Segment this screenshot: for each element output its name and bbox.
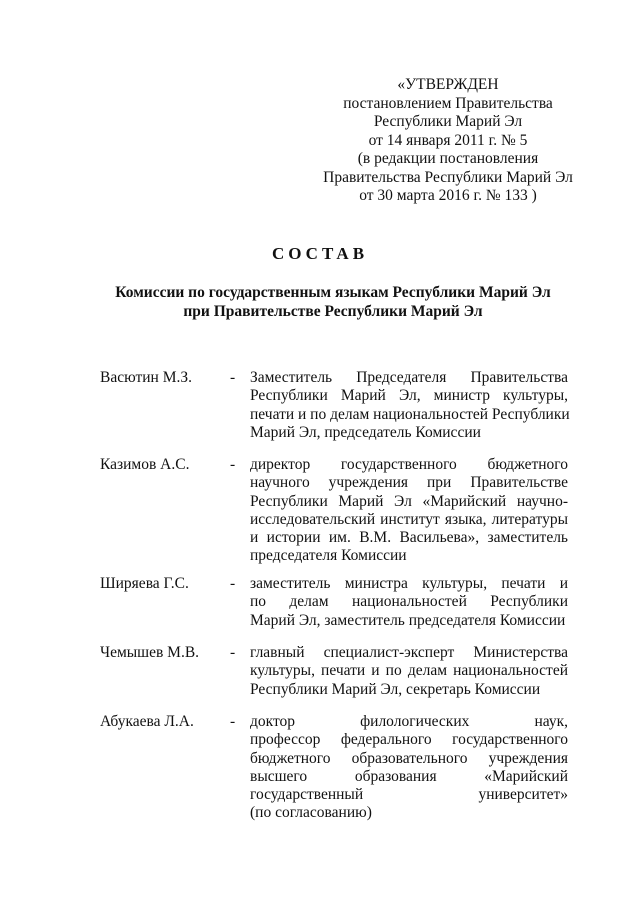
member-dash: - — [230, 713, 236, 730]
approval-line: Республики Марий Эл — [373, 113, 523, 130]
member-role-line: (по согласованию) — [250, 804, 372, 822]
member-role-line: Республики Марий Эл «Марийский научно- — [250, 492, 568, 510]
member-name: Казимов А.С. — [100, 456, 190, 473]
member-role-line: профессор федерального государственного — [250, 731, 568, 749]
member-role — [250, 575, 568, 630]
member-dash: - — [230, 456, 236, 473]
subtitle-line: Комиссии по государственным языкам Республики Марий Эл — [115, 284, 551, 301]
member-role-line: высшего образования «Марийский — [250, 767, 568, 785]
approval-line: постановлением Правительства — [343, 94, 553, 112]
member-role-line: государственный университет» — [250, 786, 568, 804]
member-name: Васютин М.З. — [100, 369, 193, 386]
member-role — [250, 369, 568, 442]
member-name: Абукаева Л.А. — [100, 713, 194, 730]
member-role-line: и истории им. В.М. Васильева», заместитель — [250, 529, 568, 547]
member-role-line: бюджетного образовательного учреждения — [250, 749, 568, 767]
member-role — [250, 713, 568, 823]
member-role-line: Республики Марий Эл, министр культуры, — [250, 387, 568, 405]
member-role-line: исследовательский институт языка, литературы — [250, 510, 568, 528]
member-role — [250, 456, 568, 566]
member-role-line: научного учреждения при Правительстве — [250, 474, 568, 492]
member-role-line: директор государственного бюджетного — [250, 456, 568, 473]
member-name: Чемышев М.В. — [100, 644, 200, 661]
member-role-line: заместитель министра культуры, печати и — [250, 575, 568, 592]
member-dash: - — [230, 575, 236, 592]
member-role-line: культуры, печати и по делам национальностей — [250, 662, 568, 680]
member-name: Ширяева Г.С. — [100, 575, 189, 592]
approval-line: «УТВЕРЖДЕН — [397, 76, 499, 93]
member-dash: - — [230, 644, 236, 661]
member-dash: - — [230, 369, 236, 386]
approval-line: от 30 марта 2016 г. № 133 ) — [359, 187, 537, 204]
member-role — [250, 644, 568, 699]
member-role-line: главный специалист-эксперт Министерства — [250, 644, 568, 661]
member-role-line: по делам национальностей Республики — [250, 593, 568, 611]
approval-line: Правительства Республики Марий Эл — [323, 168, 573, 186]
member-role-line: Заместитель Председателя Правительства — [250, 369, 568, 386]
member-role-line: доктор филологических наук, — [250, 713, 568, 730]
subtitle-line: при Правительстве Республики Марий Эл — [183, 303, 483, 320]
approval-line: (в редакции постановления — [357, 150, 539, 167]
member-role-line: Марий Эл, председатель Комиссии — [250, 423, 481, 441]
approval-line: от 14 января 2011 г. № 5 — [368, 131, 528, 149]
member-role-line: печати и по делам национальностей Республики — [250, 405, 570, 423]
member-role-line: Марий Эл, заместитель председателя Комиссии — [250, 611, 566, 629]
member-role-line: Республики Марий Эл, секретарь Комиссии — [250, 680, 541, 698]
document-title: СОСТАВ — [271, 244, 369, 263]
member-role-line: председателя Комиссии — [250, 547, 407, 565]
